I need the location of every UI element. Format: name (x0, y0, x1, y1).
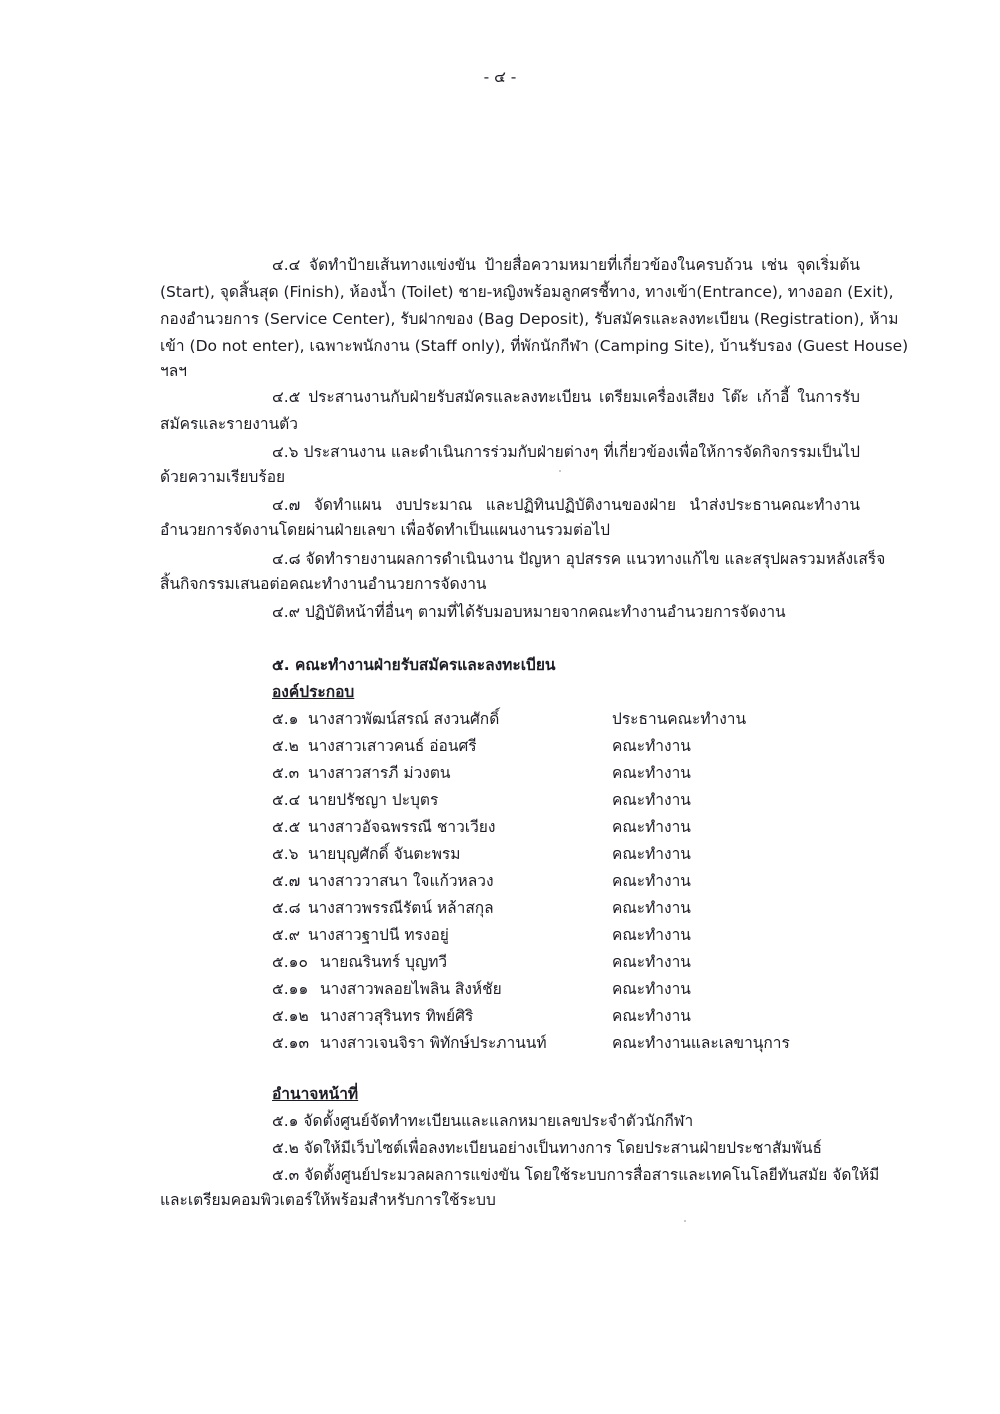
member-role: คณะทำงาน (612, 764, 691, 782)
duty-4-8-line-1: ๔.๘ จัดทำรายงานผลการดำเนินงาน ปัญหา อุปสรรค แนวทางแก้ไข และสรุปผลรวมหลังเสร็จ (272, 550, 886, 568)
duty-4-4-line-2: (Start), จุดสิ้นสุด (Finish), ห้องน้ำ (Toilet) ชาย-หญิงพร้อมลูกศรชี้ทาง, ทางเข้า(Entrance), ทางออก (Exit), (160, 283, 894, 301)
member-role: คณะทำงาน (612, 872, 691, 890)
member-role: คณะทำงาน (612, 845, 691, 863)
member-row (272, 762, 832, 784)
duty-4-4-line-5: ฯลฯ (160, 362, 187, 380)
duty-4-9-line-1: ๔.๙ ปฏิบัติหน้าที่อื่นๆ ตามที่ได้รับมอบหมายจากคณะทำงานอำนวยการจัดงาน (272, 603, 786, 621)
member-name: นางสาวอัจฉพรรณี ชาวเวียง (308, 818, 496, 836)
member-role: คณะทำงาน (612, 953, 691, 971)
member-role: คณะทำงาน (612, 818, 691, 836)
scan-speck (559, 470, 561, 472)
duty-4-4-line-3: กองอำนวยการ (Service Center), รับฝากของ (Bag Deposit), รับสมัครและลงทะเบียน (Registration), ห้าม (160, 310, 899, 328)
member-name: นายบุญศักดิ์ จันตะพรม (308, 845, 461, 863)
member-number: ๕.๕ (272, 818, 301, 836)
member-name: นางสาวเจนจิรา พิทักษ์ประภานนท์ (320, 1034, 547, 1052)
section-5-title: ๕. คณะทำงานฝ่ายรับสมัครและลงทะเบียน (272, 656, 556, 674)
scan-speck (684, 1220, 686, 1222)
composition-heading: องค์ประกอบ (272, 683, 355, 701)
member-row (272, 978, 832, 1000)
member-name: นายณรินทร์ บุญทวี (320, 953, 448, 971)
member-number: ๕.๑๒ (272, 1007, 309, 1025)
page-number: - ๔ - (483, 68, 517, 86)
duty-4-6-line-2: ด้วยความเรียบร้อย (160, 468, 286, 486)
member-number: ๕.๖ (272, 845, 299, 863)
member-name: นางสาวพรรณีรัตน์ หล้าสกุล (308, 899, 494, 917)
member-number: ๕.๙ (272, 926, 301, 944)
member-number: ๕.๑๓ (272, 1034, 310, 1052)
member-number: ๕.๘ (272, 899, 301, 917)
member-name: นางสาววาสนา ใจแก้วหลวง (308, 872, 494, 890)
duty-4-6-line-1: ๔.๖ ประสานงาน และดำเนินการร่วมกับฝ่ายต่างๆ ที่เกี่ยวข้องเพื่อให้การจัดกิจกรรมเป็นไป (272, 443, 860, 461)
duty-4-8-line-2: สิ้นกิจกรรมเสนอต่อคณะทำงานอำนวยการจัดงาน (160, 575, 487, 593)
duty-4-7-line-2: อำนวยการจัดงานโดยผ่านฝ่ายเลขา เพื่อจัดทำเป็นแผนงานรวมต่อไป (160, 521, 610, 539)
member-number: ๕.๗ (272, 872, 301, 890)
member-row (272, 735, 832, 757)
member-row (272, 789, 832, 811)
member-number: ๕.๔ (272, 791, 301, 809)
duty-5-2-line-1: ๕.๒ จัดให้มีเว็บไซต์เพื่อลงทะเบียนอย่างเป็นทางการ โดยประสานฝ่ายประชาสัมพันธ์ (272, 1139, 822, 1157)
member-row (272, 924, 832, 946)
member-row (272, 843, 832, 865)
member-role: คณะทำงาน (612, 737, 691, 755)
member-role: คณะทำงานและเลขานุการ (612, 1034, 790, 1052)
duty-4-4-line-1: ๔.๔ จัดทำป้ายเส้นทางแข่งขัน ป้ายสื่อความหมายที่เกี่ยวข้องในครบถ้วน เช่น จุดเริ่มต้น (272, 256, 860, 274)
duty-5-3-line-1: ๕.๓ จัดตั้งศูนย์ประมวลผลการแข่งขัน โดยใช้ระบบการสื่อสารและเทคโนโลยีทันสมัย จัดให้มี (272, 1166, 880, 1184)
member-number: ๕.๒ (272, 737, 299, 755)
member-role: คณะทำงาน (612, 1007, 691, 1025)
member-row (272, 708, 832, 730)
member-name: นางสาวพัฒน์สรณ์ สงวนศักดิ์ (308, 710, 500, 728)
member-row (272, 1005, 832, 1027)
member-role: คณะทำงาน (612, 926, 691, 944)
member-number: ๕.๑๐ (272, 953, 308, 971)
member-role: คณะทำงาน (612, 791, 691, 809)
member-name: นางสาวฐาปนี ทรงอยู่ (308, 926, 449, 944)
member-row (272, 816, 832, 838)
member-row (272, 1032, 832, 1054)
member-row (272, 897, 832, 919)
member-name: นางสาวพลอยไพลิน สิงห์ชัย (320, 980, 502, 998)
member-role: คณะทำงาน (612, 980, 691, 998)
member-name: นางสาวเสาวคนธ์ อ่อนศรี (308, 737, 477, 755)
member-number: ๕.๑๑ (272, 980, 309, 998)
member-number: ๕.๓ (272, 764, 300, 782)
duty-5-3-line-2: และเตรียมคอมพิวเตอร์ให้พร้อมสำหรับการใช้ระบบ (160, 1191, 496, 1209)
member-row (272, 870, 832, 892)
duty-5-1-line-1: ๕.๑ จัดตั้งศูนย์จัดทำทะเบียนและแลกหมายเลขประจำตัวนักกีฬา (272, 1112, 694, 1130)
duty-4-5-line-2: สมัครและรายงานตัว (160, 415, 298, 433)
member-role: ประธานคณะทำงาน (612, 710, 747, 728)
member-role: คณะทำงาน (612, 899, 691, 917)
member-name: นางสาวสุรินทร ทิพย์ศิริ (320, 1007, 474, 1025)
duty-4-5-line-1: ๔.๕ ประสานงานกับฝ่ายรับสมัครและลงทะเบียน เตรียมเครื่องเสียง โต๊ะ เก้าอี้ ในการรับ (272, 388, 860, 406)
duties-heading: อำนาจหน้าที่ (272, 1085, 359, 1103)
duty-4-7-line-1: ๔.๗ จัดทำแผน งบประมาณ และปฏิทินปฏิบัติงานของฝ่าย นำส่งประธานคณะทำงาน (272, 496, 860, 514)
member-row (272, 951, 832, 973)
member-number: ๕.๑ (272, 710, 299, 728)
member-name: นางสาวสารภี ม่วงตน (308, 764, 451, 782)
member-name: นายปรัชญา ปะบุตร (308, 791, 439, 809)
duty-4-4-line-4: เข้า (Do not enter), เฉพาะพนักงาน (Staff only), ที่พักนักกีฬา (Camping Site), บ้านรับรอง (Guest House) (160, 337, 909, 355)
